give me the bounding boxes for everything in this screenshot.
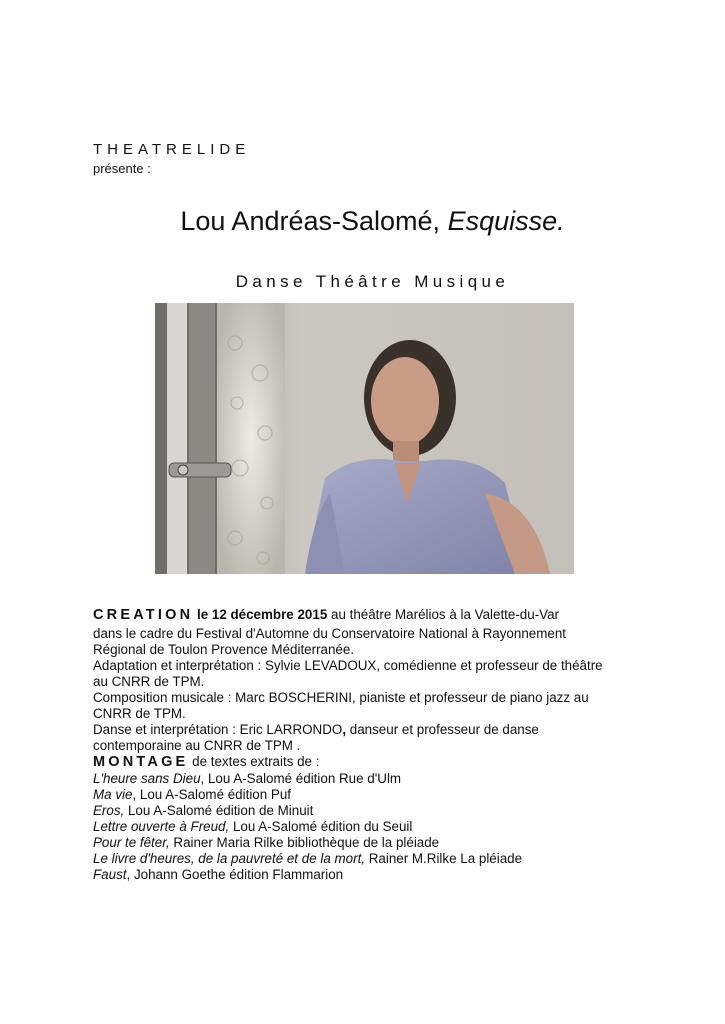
company-name: THEATRELIDE xyxy=(93,141,251,158)
presents-label: présente : xyxy=(93,161,151,176)
work-title: Faust xyxy=(93,867,127,882)
work-details: , Johann Goethe édition Flammarion xyxy=(126,867,344,882)
work-item xyxy=(93,867,633,883)
creation-venue: au théâtre Marélios à la Valette-du-Var xyxy=(331,607,560,622)
montage-intro: de textes extraits de : xyxy=(192,754,320,769)
montage-line xyxy=(93,754,633,770)
work-title: Eros, xyxy=(93,803,125,818)
work-details: , Lou A-Salomé édition Rue d'Ulm xyxy=(200,771,402,786)
title-main: Lou Andréas-Salomé, xyxy=(180,206,441,236)
page-title xyxy=(0,206,725,237)
creation-date: le 12 décembre 2015 xyxy=(196,607,328,622)
dance-line-1 xyxy=(93,722,633,738)
work-title: Ma vie xyxy=(93,787,133,802)
context-line-1: dans le cadre du Festival d'Automne du Conservatoire National à Rayonnement xyxy=(93,626,566,641)
dance-line-2: contemporaine au CNRR de TPM . xyxy=(93,738,301,753)
context-line-2: Régional de Toulon Provence Méditerranée. xyxy=(93,642,355,657)
creation-label: CREATION xyxy=(93,607,194,623)
work-title: Pour te fêter, xyxy=(93,835,170,850)
adaptation-line-2: au CNRR de TPM. xyxy=(93,674,205,689)
creation-line xyxy=(93,607,633,623)
work-item xyxy=(93,835,633,851)
music-line-2: CNRR de TPM. xyxy=(93,706,186,721)
work-item xyxy=(93,771,633,787)
work-title: L'heure sans Dieu xyxy=(93,771,201,786)
dance-suffix: danseur et professeur de danse xyxy=(346,722,539,737)
work-item xyxy=(93,851,633,867)
work-details: , Lou A-Salomé édition Puf xyxy=(132,787,292,802)
work-item xyxy=(93,787,633,803)
portrait-photo xyxy=(155,303,574,574)
title-italic: Esquisse. xyxy=(447,206,565,236)
work-title: Lettre ouverte à Freud, xyxy=(93,819,230,834)
work-title: Le livre d'heures, de la pauvreté et de la mort, xyxy=(93,851,366,866)
subtitle: Danse Théâtre Musique xyxy=(235,272,510,291)
dance-prefix: Danse et interprétation : Eric LARRONDO xyxy=(93,722,343,737)
work-item xyxy=(93,819,633,835)
work-details: Rainer Maria Rilke bibliothèque de la pléiade xyxy=(169,835,440,850)
music-line-1: Composition musicale : Marc BOSCHERINI, pianiste et professeur de piano jazz au xyxy=(93,690,589,705)
work-item xyxy=(93,803,633,819)
portrait-illustration xyxy=(155,303,574,574)
work-details: Rainer M.Rilke La pléiade xyxy=(365,851,523,866)
dance-comma: , xyxy=(342,722,347,737)
adaptation-line-1: Adaptation et interprétation : Sylvie LEVADOUX, comédienne et professeur de théâtre xyxy=(93,658,603,673)
work-details: Lou A-Salomé édition du Seuil xyxy=(229,819,413,834)
work-details: Lou A-Salomé édition de Minuit xyxy=(124,803,314,818)
montage-label: MONTAGE xyxy=(93,754,189,770)
